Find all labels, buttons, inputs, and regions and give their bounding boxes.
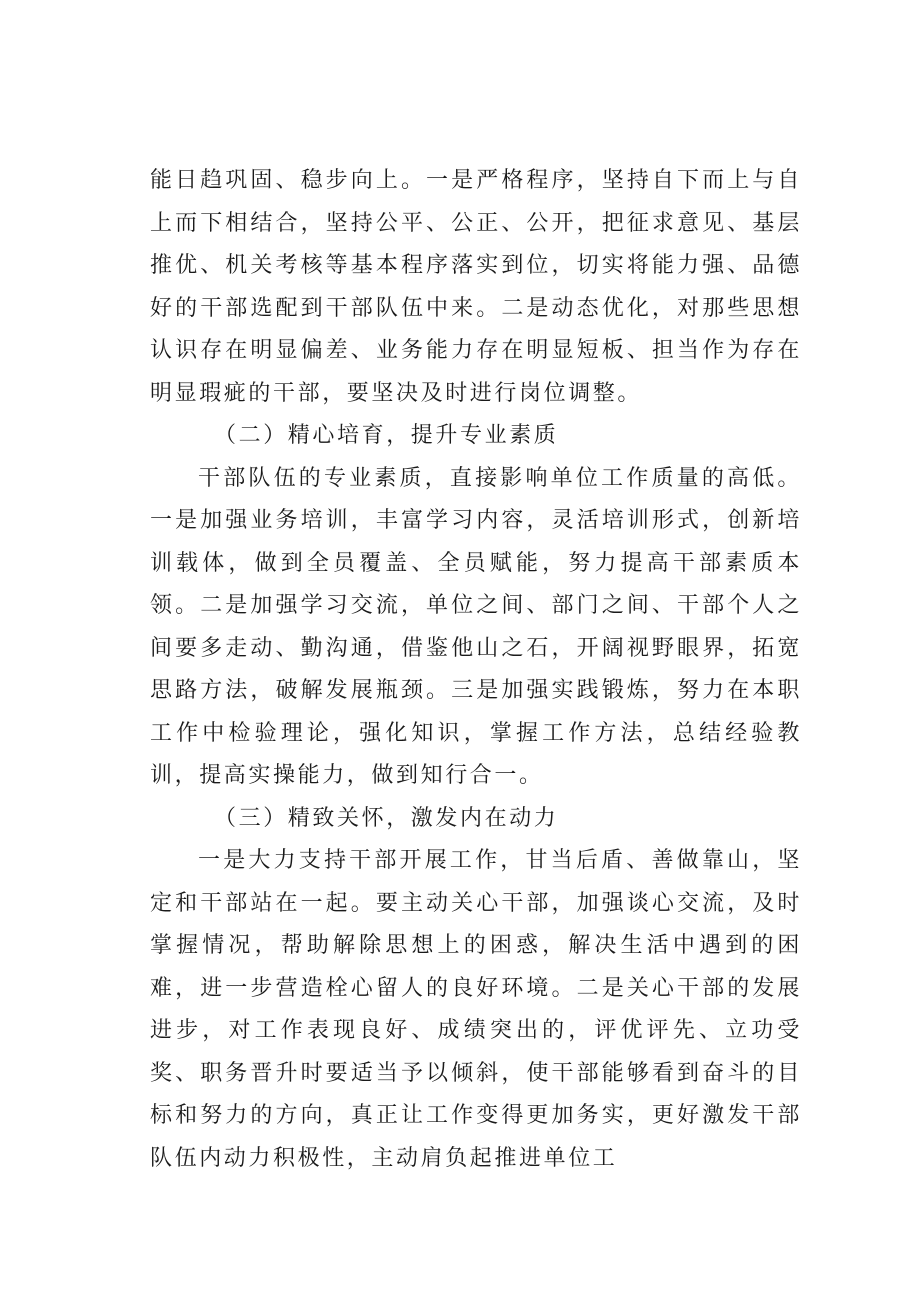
paragraph-care-motivation: 一是大力支持干部开展工作，甘当后盾、善做靠山，坚定和干部站在一起。要主动关心干部，加强谈心交流，及时掌握情况，帮助解除思想上的困惑，解决生活中遇到的困难，进一步营造栓心留人的良好环境。二是关心干部的发展进步，对工作表现良好、成绩突出的，评优评先、立功受奖、职务晋升时要适当予以倾斜，使干部能够看到奋斗的目标和努力的方向，真正让工作变得更加务实，更好激发干部队伍内动力积极性，主动肩负起推进单位工 <box>150 848 802 1171</box>
section-heading-2: （二）精心培育，提升专业素质 <box>214 423 559 448</box>
document-body <box>150 160 802 1180</box>
paragraph-professional-quality: 干部队伍的专业素质，直接影响单位工作质量的高低。一是加强业务培训，丰富学习内容，灵活培训形式，创新培训载体，做到全员覆盖、全员赋能，努力提高干部素质本领。二是加强学习交流，单位之间、部门之间、干部个人之间要多走动、勤沟通，借鉴他山之石，开阔视野眼界，拓宽思路方法，破解发展瓶颈。三是加强实践锻炼，努力在本职工作中检验理论，强化知识，掌握工作方法，总结经验教训，提高实操能力，做到知行合一。 <box>150 465 802 788</box>
section-heading-3: （三）精致关怀，激发内在动力 <box>214 805 559 831</box>
paragraph-continuation: 能日趋巩固、稳步向上。一是严格程序，坚持自下而上与自上而下相结合，坚持公平、公正、公开，把征求意见、基层推优、机关考核等基本程序落实到位，切实将能力强、品德好的干部选配到干部队伍中来。二是动态优化，对那些思想认识存在明显偏差、业务能力存在明显短板、担当作为存在明显瑕疵的干部，要坚决及时进行岗位调整。 <box>150 168 802 406</box>
